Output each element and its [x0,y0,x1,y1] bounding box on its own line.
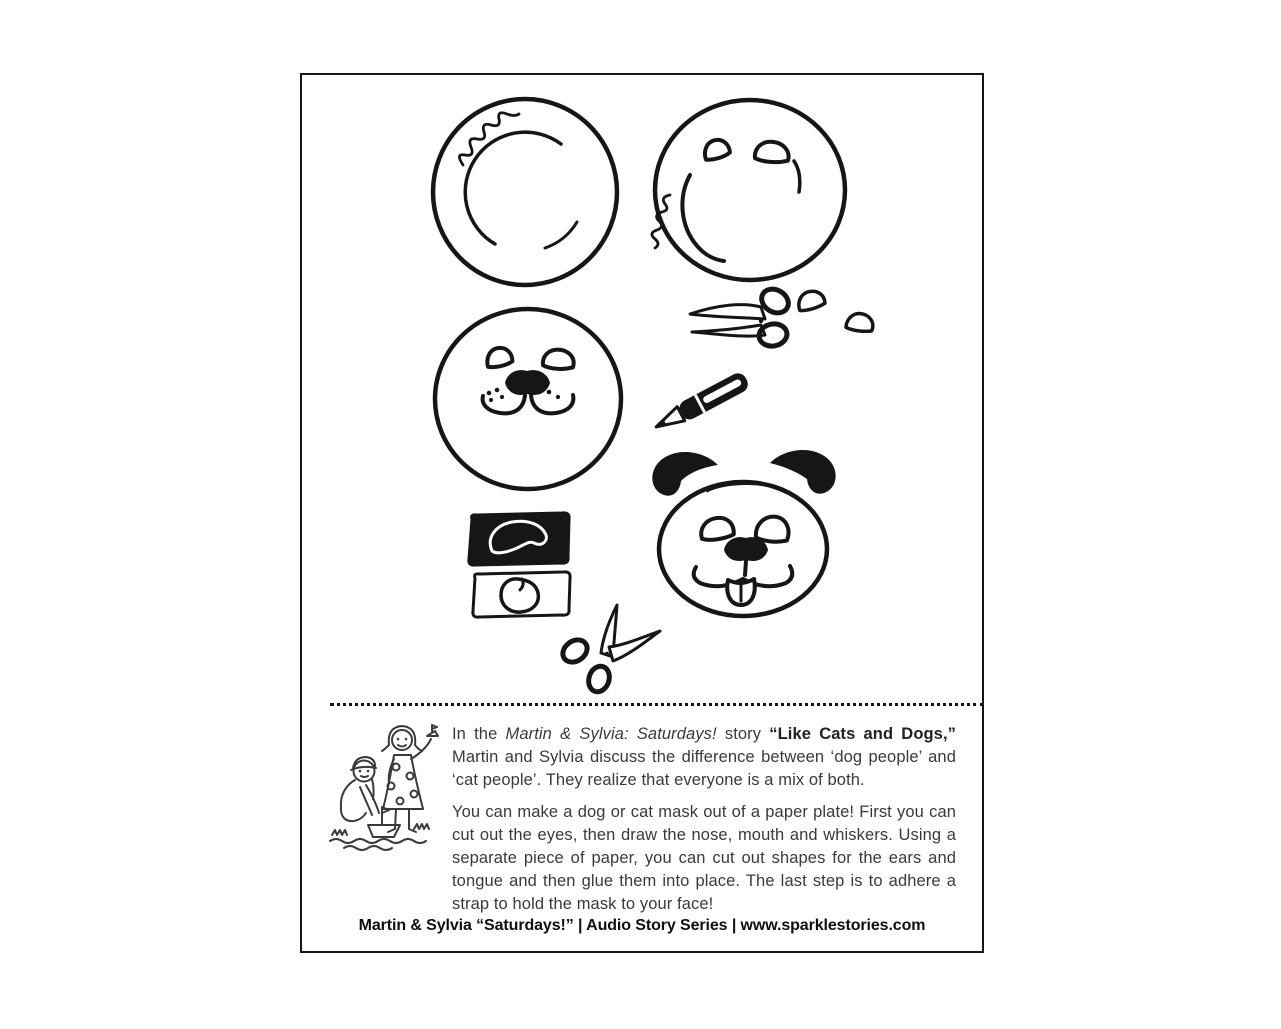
dotted-divider [330,703,984,706]
ear-cutout-paper-illustration [464,511,576,569]
plate-with-eye-holes-illustration [650,97,850,297]
series-title: Martin & Sylvia: Saturdays! [505,725,717,743]
pen-illustration [638,357,768,447]
dog-face-mask-illustration [640,437,860,637]
open-scissors-illustration [557,603,667,695]
footer-credit-text: Martin & Sylvia “Saturdays!” | Audio Story Series | www.sparklestories.com [358,917,926,934]
story-title: “Like Cats and Dogs,” [769,725,956,743]
scissors-illustration [687,277,797,349]
worksheet-page [300,73,984,953]
craft-instructions-paragraph: You can make a dog or cat mask out of a paper plate! First you can cut out the eyes, then draw the nose, mouth and whiskers. Using a separate piece of paper, you can cut out shapes for the ears and tongue and then glue them into place. The last step is to adhere a strap to hold the mask to your face! [452,803,956,913]
cut-out-eye-pieces-illustration [794,283,884,333]
story-intro-prefix: In the [452,725,506,743]
cat-face-mask-illustration [429,305,629,495]
story-text-block [452,723,956,916]
story-intro-rest: Martin and Sylvia discuss the difference between ‘dog people’ and ‘cat people’. They realize that everyone is a mix of both. [452,748,956,789]
footer-credit [302,917,982,935]
blank-paper-plate-illustration [427,93,627,293]
children-playing-illustration [324,721,446,853]
story-intro-paragraph [452,723,956,792]
story-intro-mid: story [716,725,770,743]
